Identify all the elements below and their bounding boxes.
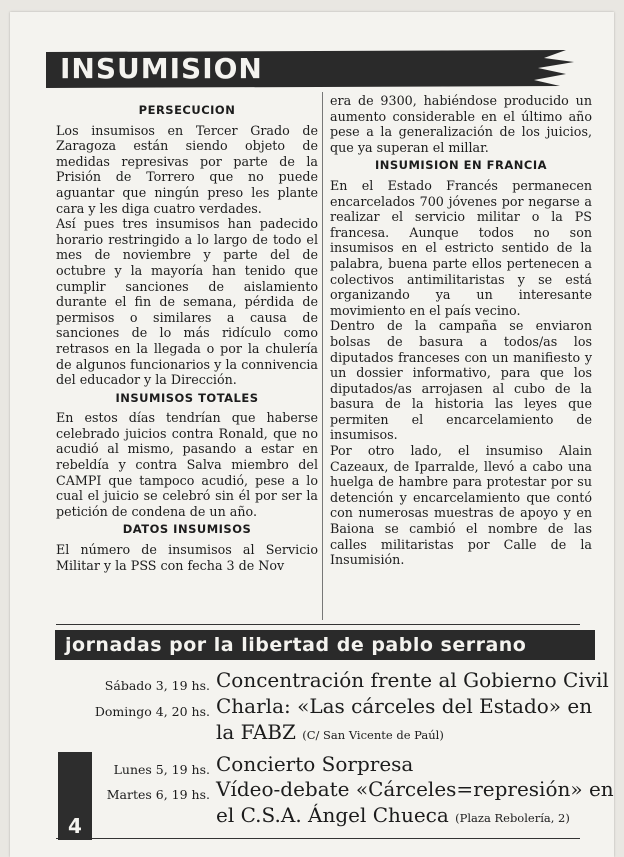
persecucion-heading: PERSECUCION (138, 103, 236, 117)
francia-paragraph-1: En el Estado Francés permanecen encarcelados 700 jóvenes por negarse a realizar el servicio militar o la PS francesa. Aunque todos no son insumisos en el estricto sentido de la palabra, buena parte ellos pertenecen a colectivos antimilitaristas y se está organizando ya un interesante movimiento en el país vecino. (330, 177, 592, 318)
datos-continuation: era de 9300, habiéndose producido un aumento considerable en el último año pese a la generalización de los juicios, que ya superan el millar. (330, 93, 592, 155)
insumision-banner (46, 50, 574, 88)
event-martes-what-2 (216, 803, 570, 827)
event-martes-venue: el C.S.A. Ángel Chueca (216, 803, 449, 827)
event-sabado-when: Sábado 3, 19 hs. (104, 678, 210, 693)
section-rule-top (56, 624, 580, 625)
event-domingo-venue: la FABZ (216, 720, 296, 744)
event-sabado-what: Concentración frente al Gobierno Civil (216, 668, 609, 692)
event-lunes-what: Concierto Sorpresa (216, 752, 414, 776)
francia-heading: INSUMISION EN FRANCIA (374, 158, 548, 173)
page-number-box (58, 752, 92, 840)
persecucion-paragraph-1: Los insumisos en Tercer Grado de Zaragoza están siendo objeto de medidas represivas por parte de la Prisión de Torrero que no puede aguantar que ningún preso les plante cara y les diga cuatro verdades. (56, 122, 318, 216)
event-domingo-when: Domingo 4, 20 hs. (94, 704, 210, 719)
left-column (56, 103, 318, 573)
totales-paragraph: En estos días tendrían que haberse celebrado juicios contra Ronald, que no acudió al mismo, pasando a estar en rebeldía y contra Salva miembro del CAMPI que tampoco acudió, pese a lo cual el juicio se celebró sin él por ser la petición de condena de un año. (56, 410, 318, 519)
event-lunes-when: Lunes 5, 19 hs. (113, 762, 210, 777)
event-martes-note: (Plaza Rebolería, 2) (455, 811, 570, 825)
francia-paragraph-3: Por otro lado, el insumiso Alain Cazeaux, de Iparralde, llevó a cabo una huelga de hambre para protestar por su detención y encarcelamiento que contó con numerosas muestras de apoyo y en Baiona se cambió el nombre de las calles militaristas por Calle de la Insumisión. (330, 443, 592, 568)
event-martes-when: Martes 6, 19 hs. (106, 787, 210, 802)
totales-heading: INSUMISOS TOTALES (115, 390, 259, 405)
page-number: 4 (68, 814, 82, 838)
event-domingo-note: (C/ San Vicente de Paúl) (302, 728, 444, 742)
column-divider (322, 92, 323, 620)
event-domingo-what-2 (216, 720, 444, 744)
right-column (330, 93, 592, 568)
event-martes-what: Vídeo-debate «Cárceles=represión» en (216, 777, 614, 801)
datos-paragraph: El número de insumisos al Servicio Militar y la PSS con fecha 3 de Nov (56, 542, 318, 573)
section-rule-bottom (56, 838, 580, 839)
event-domingo-what: Charla: «Las cárceles del Estado» en (216, 694, 593, 718)
persecucion-paragraph-2: Así pues tres insumisos han padecido horario restringido a lo largo de todo el mes de noviembre y parte del de octubre y la mayoría han tenido que cumplir sanciones de aislamiento durante el fin de semana, pérdida de permisos o similares a causa de sanciones de lo más ridículo como retrasos en la llegada o por la chulería de algunos funcionarios y la connivencia del educador y la Dirección. (56, 216, 318, 388)
francia-paragraph-2: Dentro de la campaña se enviaron bolsas de basura a todos/as los diputados franceses con un manifiesto y un dossier informativo, para que los diputados/as arrojasen al cubo de la basura de la historia las leyes que permiten el encarcelamiento de insumisos. (330, 318, 592, 443)
datos-heading: DATOS INSUMISOS (122, 522, 252, 537)
jornadas-title: jornadas por la libertad de pablo serrano (65, 634, 527, 656)
banner-title: INSUMISION (60, 52, 263, 85)
jornadas-banner (55, 630, 595, 660)
